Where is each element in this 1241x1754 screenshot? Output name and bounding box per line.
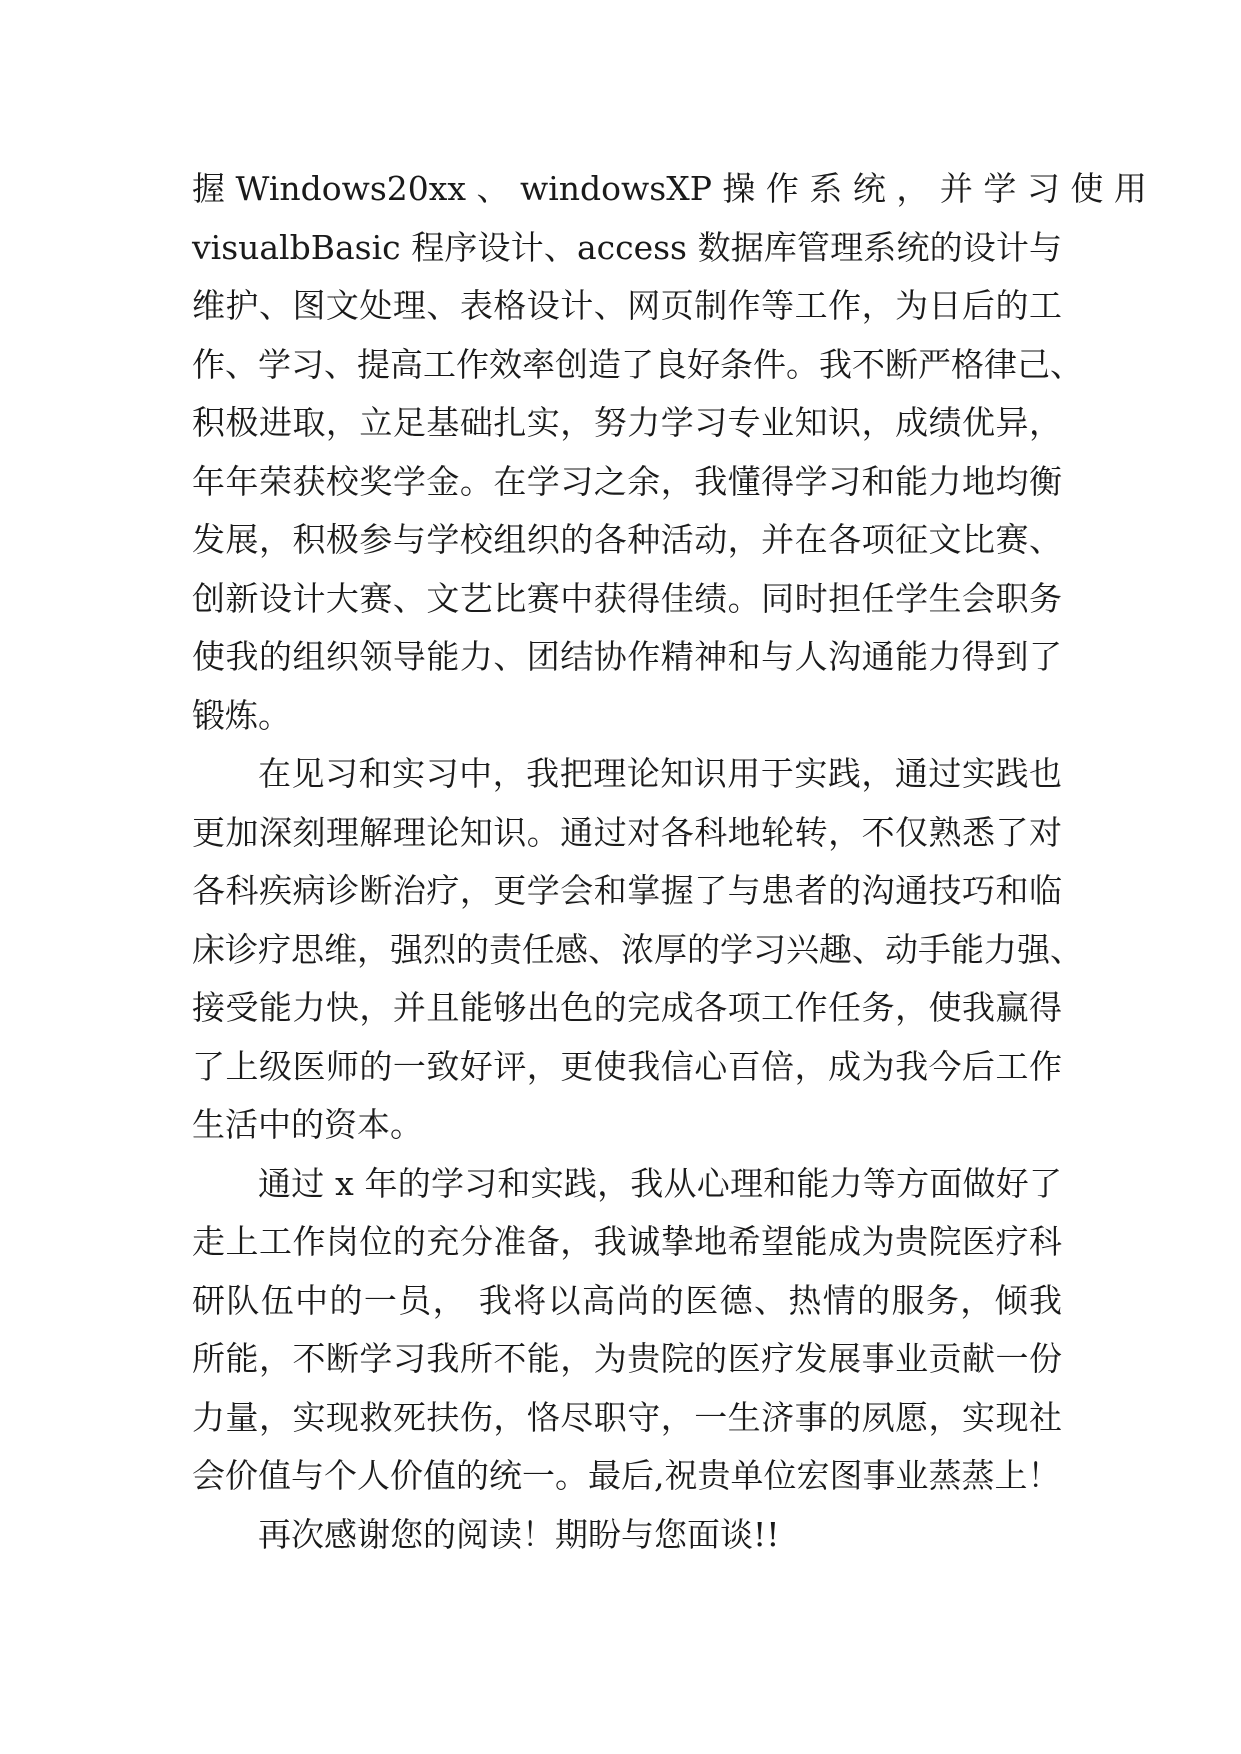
text-line: 维护、图文处理、表格设计、网页制作等工作，为日后的工 bbox=[192, 286, 1062, 325]
text-line: 接受能力快，并且能够出色的完成各项工作任务，使我赢得 bbox=[192, 988, 1062, 1027]
text-line: 创新设计大赛、文艺比赛中获得佳绩。同时担任学生会职务 bbox=[192, 578, 1062, 618]
text-line: 会价值与个人价值的统一。最后,祝贵单位宏图事业蒸蒸上！ bbox=[192, 1456, 1061, 1495]
text-line: 走上工作岗位的充分准备，我诚挚地希望能成为贵院医疗科 bbox=[192, 1222, 1062, 1261]
paragraph-closing bbox=[192, 1506, 1062, 1565]
text-line: 握 Windows20xx 、 windowsXP 操 作 系 统 ， 并 学 习 使 用 bbox=[192, 169, 1147, 208]
text-line: 了上级医师的一致好评，更使我信心百倍，成为我今后工作 bbox=[192, 1046, 1062, 1086]
text-line: visualbBasic 程序设计、access 数据库管理系统的设计与 bbox=[192, 227, 1062, 267]
document-body bbox=[192, 160, 1147, 1564]
text-line: 生活中的资本。 bbox=[192, 1105, 423, 1144]
text-line: 作、学习、提高工作效率创造了良好条件。我不断严格律己、 bbox=[192, 344, 1083, 384]
text-line: 锻炼。 bbox=[192, 695, 291, 735]
text-line: 研队伍中的一员， 我将以高尚的医德、热情的服务，倾我 bbox=[192, 1280, 1062, 1320]
text-line: 所能，不断学习我所不能，为贵院的医疗发展事业贡献一份 bbox=[192, 1339, 1062, 1378]
text-line: 再次感谢您的阅读！期盼与您面谈!! bbox=[258, 1514, 780, 1554]
text-line: 床诊疗思维，强烈的责任感、浓厚的学习兴趣、动手能力强、 bbox=[192, 929, 1083, 969]
text-line: 年年荣获校奖学金。在学习之余，我懂得学习和能力地均衡 bbox=[192, 461, 1062, 501]
text-line: 积极进取，立足基础扎实，努力学习专业知识，成绩优异， bbox=[192, 403, 1062, 442]
paragraph-aspiration bbox=[192, 1155, 1062, 1506]
text-line: 通过 x 年的学习和实践，我从心理和能力等方面做好了 bbox=[258, 1163, 1062, 1203]
text-line: 各科疾病诊断治疗，更学会和掌握了与患者的沟通技巧和临 bbox=[192, 871, 1062, 910]
paragraph-internship bbox=[192, 745, 1083, 1155]
paragraph-skills bbox=[192, 160, 1147, 745]
text-line: 力量，实现救死扶伤，恪尽职守，一生济事的夙愿，实现社 bbox=[192, 1397, 1062, 1437]
text-line: 发展，积极参与学校组织的各种活动，并在各项征文比赛、 bbox=[192, 520, 1062, 559]
text-line: 使我的组织领导能力、团结协作精神和与人沟通能力得到了 bbox=[192, 637, 1062, 676]
text-line: 在见习和实习中，我把理论知识用于实践，通过实践也 bbox=[258, 754, 1062, 793]
text-line: 更加深刻理解理论知识。通过对各科地轮转，不仅熟悉了对 bbox=[192, 812, 1062, 852]
